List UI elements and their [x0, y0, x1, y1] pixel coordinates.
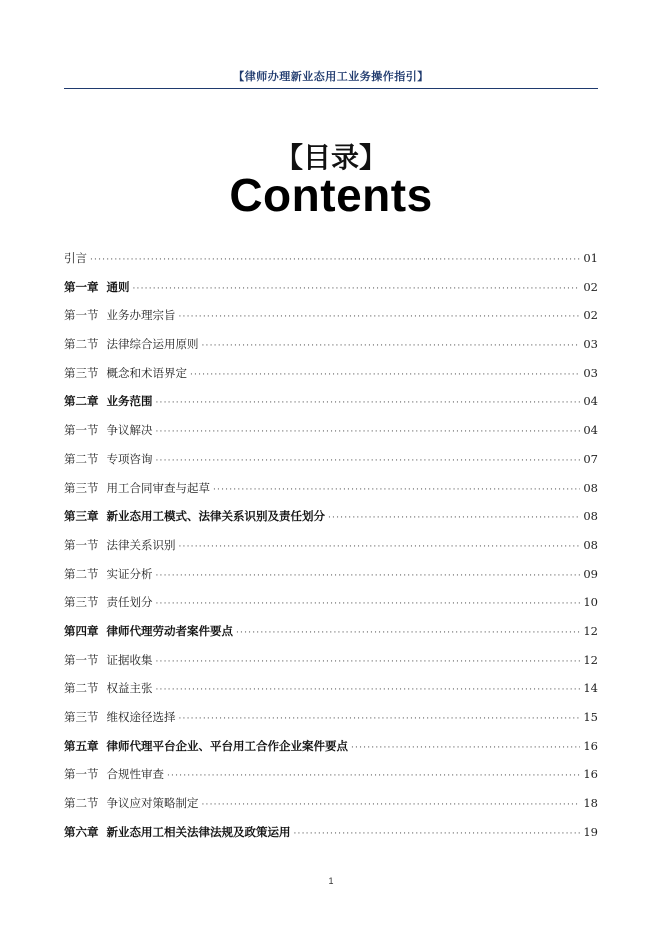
toc-entry-label [64, 359, 187, 388]
toc-entry-number: 第二节 [64, 796, 99, 811]
toc-chapter-entry[interactable] [64, 502, 598, 531]
toc-entry-label [64, 244, 87, 273]
dot-leader [156, 676, 581, 705]
toc-entry-number: 第二节 [64, 337, 99, 352]
toc-entry-number: 第一章 [64, 279, 99, 294]
toc-entry-label [64, 703, 176, 732]
toc-entry-title: 实证分析 [106, 566, 153, 581]
toc-entry-page: 18 [583, 796, 598, 811]
toc-entry-title: 争议应对策略制定 [106, 796, 199, 811]
toc-entry-number: 第一节 [64, 423, 99, 438]
toc-entry-page: 14 [583, 681, 598, 696]
dot-leader [156, 447, 581, 476]
toc-entry-page: 09 [583, 566, 598, 581]
dot-leader [156, 418, 581, 447]
toc-entry-page: 16 [583, 738, 598, 753]
toc-entry-page: 12 [583, 652, 598, 667]
toc-entry-page: 19 [583, 824, 598, 839]
toc-entry-page: 08 [583, 509, 598, 524]
toc-entry-label [64, 617, 233, 646]
toc-section-entry[interactable] [64, 760, 598, 789]
header-divider [64, 88, 598, 89]
toc-entry-label [64, 387, 153, 416]
toc-entry-title: 法律关系识别 [106, 537, 176, 552]
toc-chapter-entry[interactable] [64, 617, 598, 646]
toc-entry-label [64, 330, 199, 359]
toc-entry-page: 02 [583, 279, 598, 294]
toc-entry-page: 02 [583, 308, 598, 323]
toc-entry-title: 概念和术语界定 [106, 365, 187, 380]
dot-leader [156, 389, 581, 418]
toc-entry-title: 维权途径选择 [106, 710, 176, 724]
dot-leader [236, 619, 580, 648]
dot-leader [167, 762, 580, 791]
toc-entry-number: 第三节 [64, 710, 99, 724]
toc-entry-number: 第五章 [64, 738, 99, 753]
toc-entry-page: 08 [583, 480, 598, 495]
toc-entry-page: 15 [583, 710, 598, 724]
toc-entry-page: 04 [583, 423, 598, 438]
toc-entry-number: 第四章 [64, 623, 99, 638]
table-of-contents [64, 244, 598, 846]
page-number: 1 [328, 876, 334, 886]
toc-chapter-entry[interactable] [64, 818, 598, 847]
toc-entry-number: 第一节 [64, 652, 99, 667]
toc-entry-number: 第二节 [64, 451, 99, 466]
toc-section-entry[interactable] [64, 531, 598, 560]
toc-entry-label [64, 818, 291, 847]
dot-leader [156, 590, 581, 619]
dot-leader [328, 504, 580, 533]
toc-section-entry[interactable] [64, 674, 598, 703]
toc-entry-label [64, 732, 348, 761]
toc-entry-number: 第三章 [64, 509, 99, 524]
dot-leader [202, 791, 581, 820]
toc-section-entry[interactable] [64, 244, 598, 273]
toc-entry-title: 合规性审查 [106, 767, 164, 782]
toc-section-entry[interactable] [64, 560, 598, 589]
toc-section-entry[interactable] [64, 301, 598, 330]
toc-entry-title: 责任划分 [106, 595, 153, 610]
toc-title-cn: 【目录】 [274, 141, 387, 174]
toc-chapter-entry[interactable] [64, 387, 598, 416]
toc-entry-label [64, 789, 199, 818]
toc-entry-page: 03 [583, 365, 598, 380]
dot-leader [179, 303, 581, 332]
running-header: 【律师办理新业态用工业务操作指引】 [233, 70, 429, 83]
dot-leader [179, 705, 581, 734]
toc-entry-title: 通则 [106, 279, 130, 294]
toc-entry-title: 律师代理劳动者案件要点 [106, 623, 233, 638]
toc-entry-title: 引言 [64, 251, 87, 265]
toc-entry-title: 律师代理平台企业、平台用工合作企业案件要点 [106, 738, 348, 753]
toc-entry-page: 16 [583, 767, 598, 782]
toc-entry-label [64, 560, 153, 589]
dot-leader [156, 648, 581, 677]
toc-section-entry[interactable] [64, 703, 598, 732]
toc-entry-title: 新业态用工模式、法律关系识别及责任划分 [106, 509, 325, 524]
toc-entry-number: 第三节 [64, 480, 99, 495]
toc-entry-title: 专项咨询 [106, 451, 153, 466]
toc-entry-page: 04 [583, 394, 598, 409]
toc-entry-page: 03 [583, 337, 598, 352]
toc-entry-label [64, 273, 130, 302]
toc-entry-title: 新业态用工相关法律法规及政策运用 [106, 824, 291, 839]
dot-leader [133, 275, 581, 304]
toc-entry-number: 第一节 [64, 308, 99, 323]
toc-chapter-entry[interactable] [64, 273, 598, 302]
dot-leader [190, 361, 580, 390]
toc-entry-label [64, 474, 210, 503]
dot-leader [156, 562, 581, 591]
toc-entry-label [64, 588, 153, 617]
toc-entry-title: 争议解决 [106, 423, 153, 438]
toc-entry-label [64, 531, 176, 560]
toc-entry-title: 权益主张 [106, 681, 153, 696]
toc-entry-page: 12 [583, 623, 598, 638]
toc-section-entry[interactable] [64, 474, 598, 503]
toc-entry-label [64, 646, 153, 675]
toc-section-entry[interactable] [64, 416, 598, 445]
toc-entry-title: 业务范围 [106, 394, 153, 409]
toc-section-entry[interactable] [64, 588, 598, 617]
toc-entry-number: 第一节 [64, 537, 99, 552]
toc-entry-label [64, 760, 164, 789]
toc-entry-page: 08 [583, 537, 598, 552]
toc-entry-number: 第二节 [64, 681, 99, 696]
toc-entry-title: 业务办理宗旨 [106, 308, 176, 323]
toc-chapter-entry[interactable] [64, 732, 598, 761]
toc-section-entry[interactable] [64, 330, 598, 359]
dot-leader [179, 533, 581, 562]
toc-entry-label [64, 301, 176, 330]
toc-entry-label [64, 416, 153, 445]
toc-entry-number: 第三节 [64, 365, 99, 380]
toc-entry-number: 第二节 [64, 566, 99, 581]
toc-entry-label [64, 674, 153, 703]
dot-leader [351, 734, 580, 763]
dot-leader [213, 476, 580, 505]
toc-entry-page: 01 [583, 251, 598, 265]
toc-entry-label [64, 502, 325, 531]
toc-section-entry[interactable] [64, 646, 598, 675]
toc-entry-number: 第一节 [64, 767, 99, 782]
toc-entry-page: 10 [583, 595, 598, 610]
toc-title-en: Contents [229, 169, 433, 221]
dot-leader [202, 332, 581, 361]
toc-entry-number: 第六章 [64, 824, 99, 839]
toc-entry-number: 第二章 [64, 394, 99, 409]
toc-entry-title: 证据收集 [106, 652, 153, 667]
toc-entry-label [64, 445, 153, 474]
toc-entry-title: 法律综合运用原则 [106, 337, 199, 352]
toc-section-entry[interactable] [64, 359, 598, 388]
toc-entry-page: 07 [583, 451, 598, 466]
toc-entry-number: 第三节 [64, 595, 99, 610]
dot-leader [90, 246, 580, 275]
toc-entry-title: 用工合同审查与起草 [106, 480, 210, 495]
toc-section-entry[interactable] [64, 445, 598, 474]
toc-section-entry[interactable] [64, 789, 598, 818]
dot-leader [294, 820, 581, 849]
